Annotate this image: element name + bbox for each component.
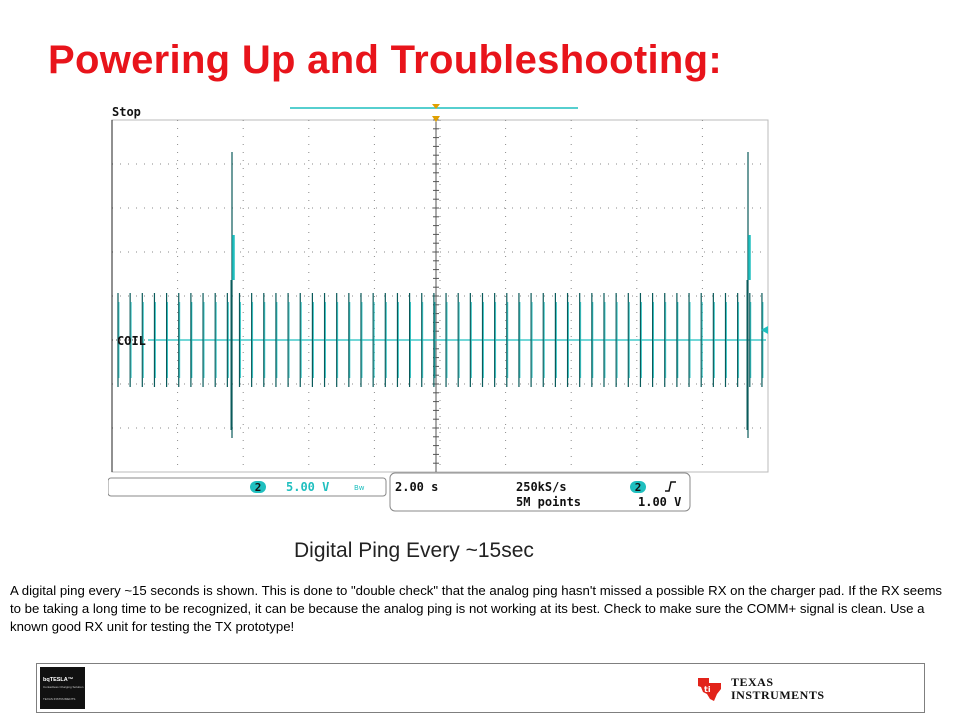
texas-instruments-logo [695,673,825,705]
scope-graticule [112,120,768,472]
record-length: 5M points [516,495,582,509]
sample-rate: 250kS/s [516,480,567,494]
acquisition-status: Stop [112,105,141,119]
logo-line-2: INSTRUMENTS [731,688,825,702]
channel-number: 2 [254,481,262,494]
trigger-time-marker [432,116,440,122]
trigger-level: 1.00 V [638,495,682,509]
slide-title: Powering Up and Troubleshooting: [48,38,723,82]
trigger-channel: 2 [634,481,642,494]
oscilloscope-screen [108,100,770,512]
svg-text:ti: ti [704,685,711,694]
time-per-div: 2.00 s [395,480,439,494]
vertical-readout-panel [108,478,386,496]
bandwidth-limit-icon: Bw [354,484,365,492]
coil-trace [118,152,766,438]
badge-company: TEXAS INSTRUMENTS [43,697,76,701]
channel-label: COIL [117,334,146,348]
ti-state-icon [695,675,725,703]
badge-title: bqTESLA™ [43,677,74,683]
badge-subtitle: Contactless Charging Solution [43,685,84,689]
footer-bar [36,663,925,713]
description-text: A digital ping every ~15 seconds is shown. This is done to "double check" that the analog ping hasn't missed a possible RX on the charger pad. If the RX seems to be taking a long time to be recognized, it can be because the analog ping is not working at its best. Check to make sure the COMM+ signal is clean. Use a known good RX unit for testing the TX prototype! [10,583,943,634]
logo-line-1: TEXAS [731,675,774,689]
figure-caption: Digital Ping Every ~15sec [294,539,534,562]
bqtesla-badge [40,667,85,709]
volts-per-div: 5.00 V [286,480,330,494]
oscilloscope-capture [108,100,770,512]
